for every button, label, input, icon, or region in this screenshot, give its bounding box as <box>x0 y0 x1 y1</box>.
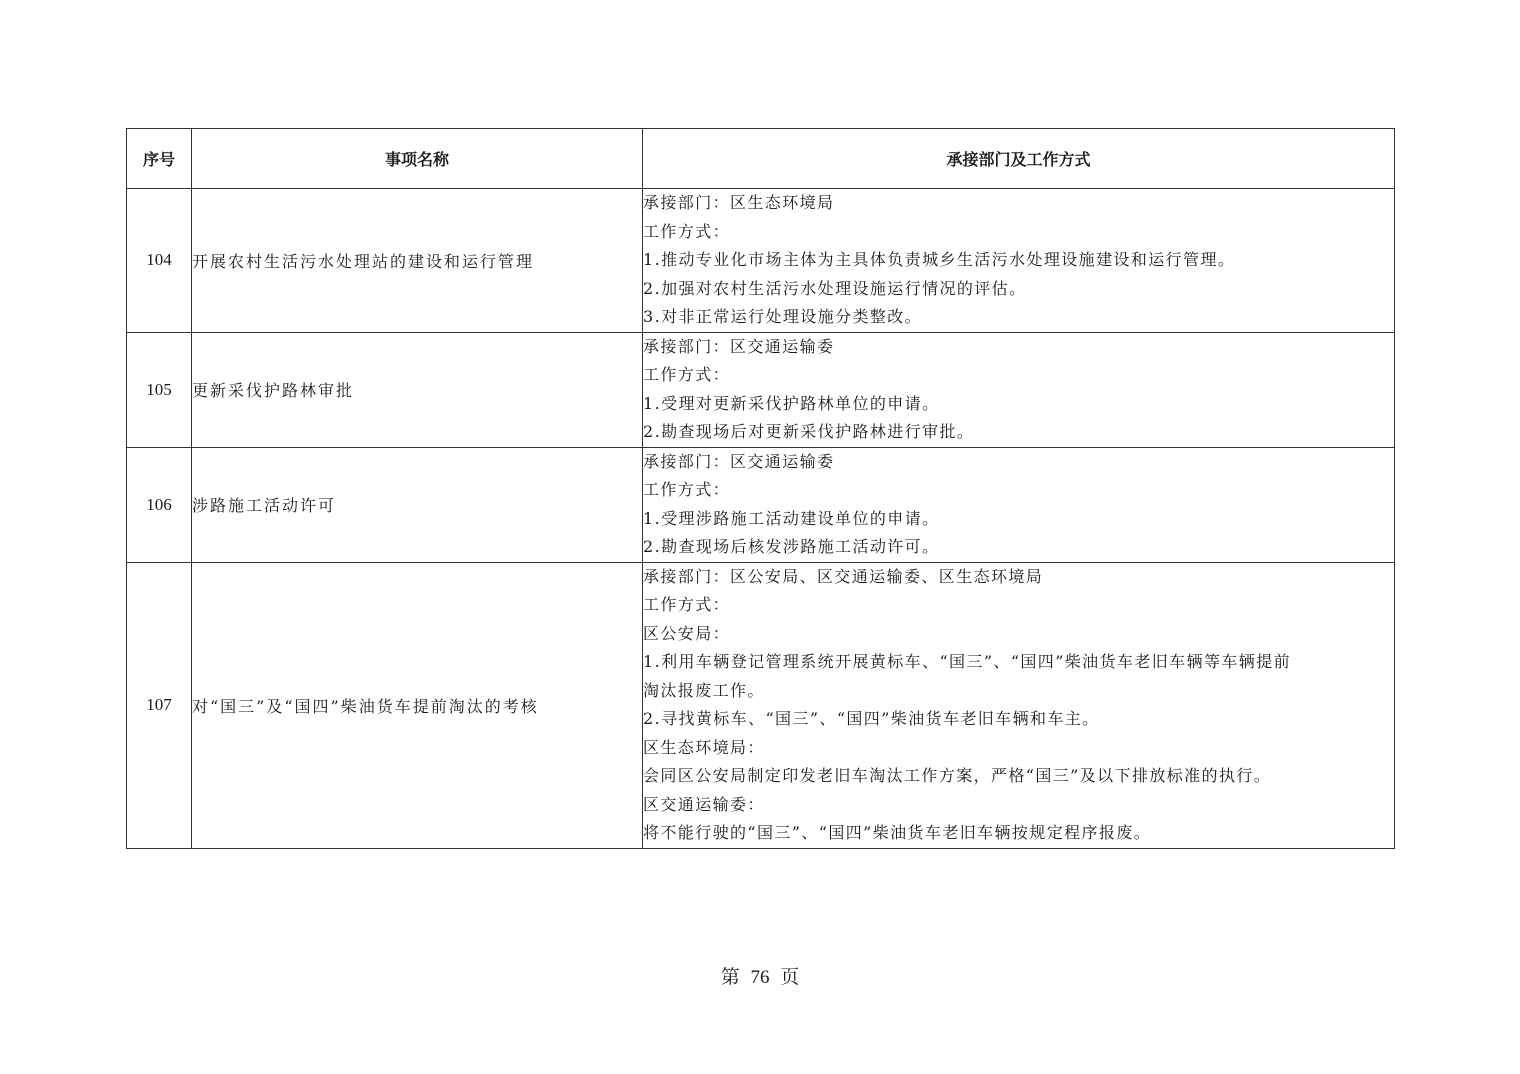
row-name: 更新采伐护路林审批 <box>192 332 643 447</box>
dept-line: 2.加强对农村生活污水处理设施运行情况的评估。 <box>643 278 1027 298</box>
dept-line: 1.受理涉路施工活动建设单位的申请。 <box>643 508 940 528</box>
header-seq: 序号 <box>127 129 192 189</box>
dept-line: 会同区公安局制定印发老旧车淘汰工作方案，严格“国三”及以下排放标准的执行。 <box>643 766 1272 785</box>
row-seq: 107 <box>127 562 192 848</box>
dept-line: 工作方式： <box>643 365 731 384</box>
dept-line: 淘汰报废工作。 <box>643 680 765 700</box>
header-name: 事项名称 <box>192 129 643 189</box>
dept-line: 承接部门：区交通运输委 <box>643 451 835 471</box>
page-number: 第 76 页 <box>720 967 800 988</box>
table-row <box>127 189 1395 333</box>
dept-line: 区公安局： <box>643 623 731 643</box>
dept-line: 工作方式： <box>643 221 731 241</box>
row-seq: 105 <box>127 332 192 447</box>
table-row <box>127 447 1395 562</box>
row-dept <box>643 332 1395 447</box>
dept-line: 区生态环境局： <box>643 737 765 757</box>
matters-table <box>126 128 1395 849</box>
row-name: 涉路施工活动许可 <box>192 447 643 562</box>
table-row <box>127 562 1395 848</box>
dept-line: 1.受理对更新采伐护路林单位的申请。 <box>643 393 940 413</box>
table-header-row <box>127 129 1395 189</box>
table-row <box>127 332 1395 447</box>
row-name: 对“国三”及“国四”柴油货车提前淘汰的考核 <box>192 562 643 848</box>
dept-line: 工作方式： <box>643 595 731 614</box>
row-seq: 106 <box>127 447 192 562</box>
dept-line: 1.推动专业化市场主体为主具体负责城乡生活污水处理设施建设和运行管理。 <box>643 250 1236 269</box>
dept-line: 2.勘查现场后核发涉路施工活动许可。 <box>643 537 940 556</box>
row-dept <box>643 562 1395 848</box>
dept-line: 承接部门：区公安局、区交通运输委、区生态环境局 <box>643 566 1044 586</box>
row-seq: 104 <box>127 189 192 333</box>
dept-line: 1.利用车辆登记管理系统开展黄标车、“国三”、“国四”柴油货车老旧车辆等车辆提前 <box>643 652 1291 671</box>
row-dept <box>643 189 1395 333</box>
dept-line: 2.勘查现场后对更新采伐护路林进行审批。 <box>643 422 975 441</box>
row-dept <box>643 447 1395 562</box>
dept-line: 工作方式： <box>643 480 731 499</box>
dept-line: 承接部门：区生态环境局 <box>643 193 835 212</box>
dept-line: 承接部门：区交通运输委 <box>643 336 835 356</box>
dept-line: 区交通运输委： <box>643 794 765 814</box>
header-dept: 承接部门及工作方式 <box>643 129 1395 189</box>
dept-line: 3.对非正常运行处理设施分类整改。 <box>643 307 923 326</box>
dept-line: 2.寻找黄标车、“国三”、“国四”柴油货车老旧车辆和车主。 <box>643 709 1100 728</box>
dept-line: 将不能行驶的“国三”、“国四”柴油货车老旧车辆按规定程序报废。 <box>643 823 1152 842</box>
row-name: 开展农村生活污水处理站的建设和运行管理 <box>192 189 643 333</box>
